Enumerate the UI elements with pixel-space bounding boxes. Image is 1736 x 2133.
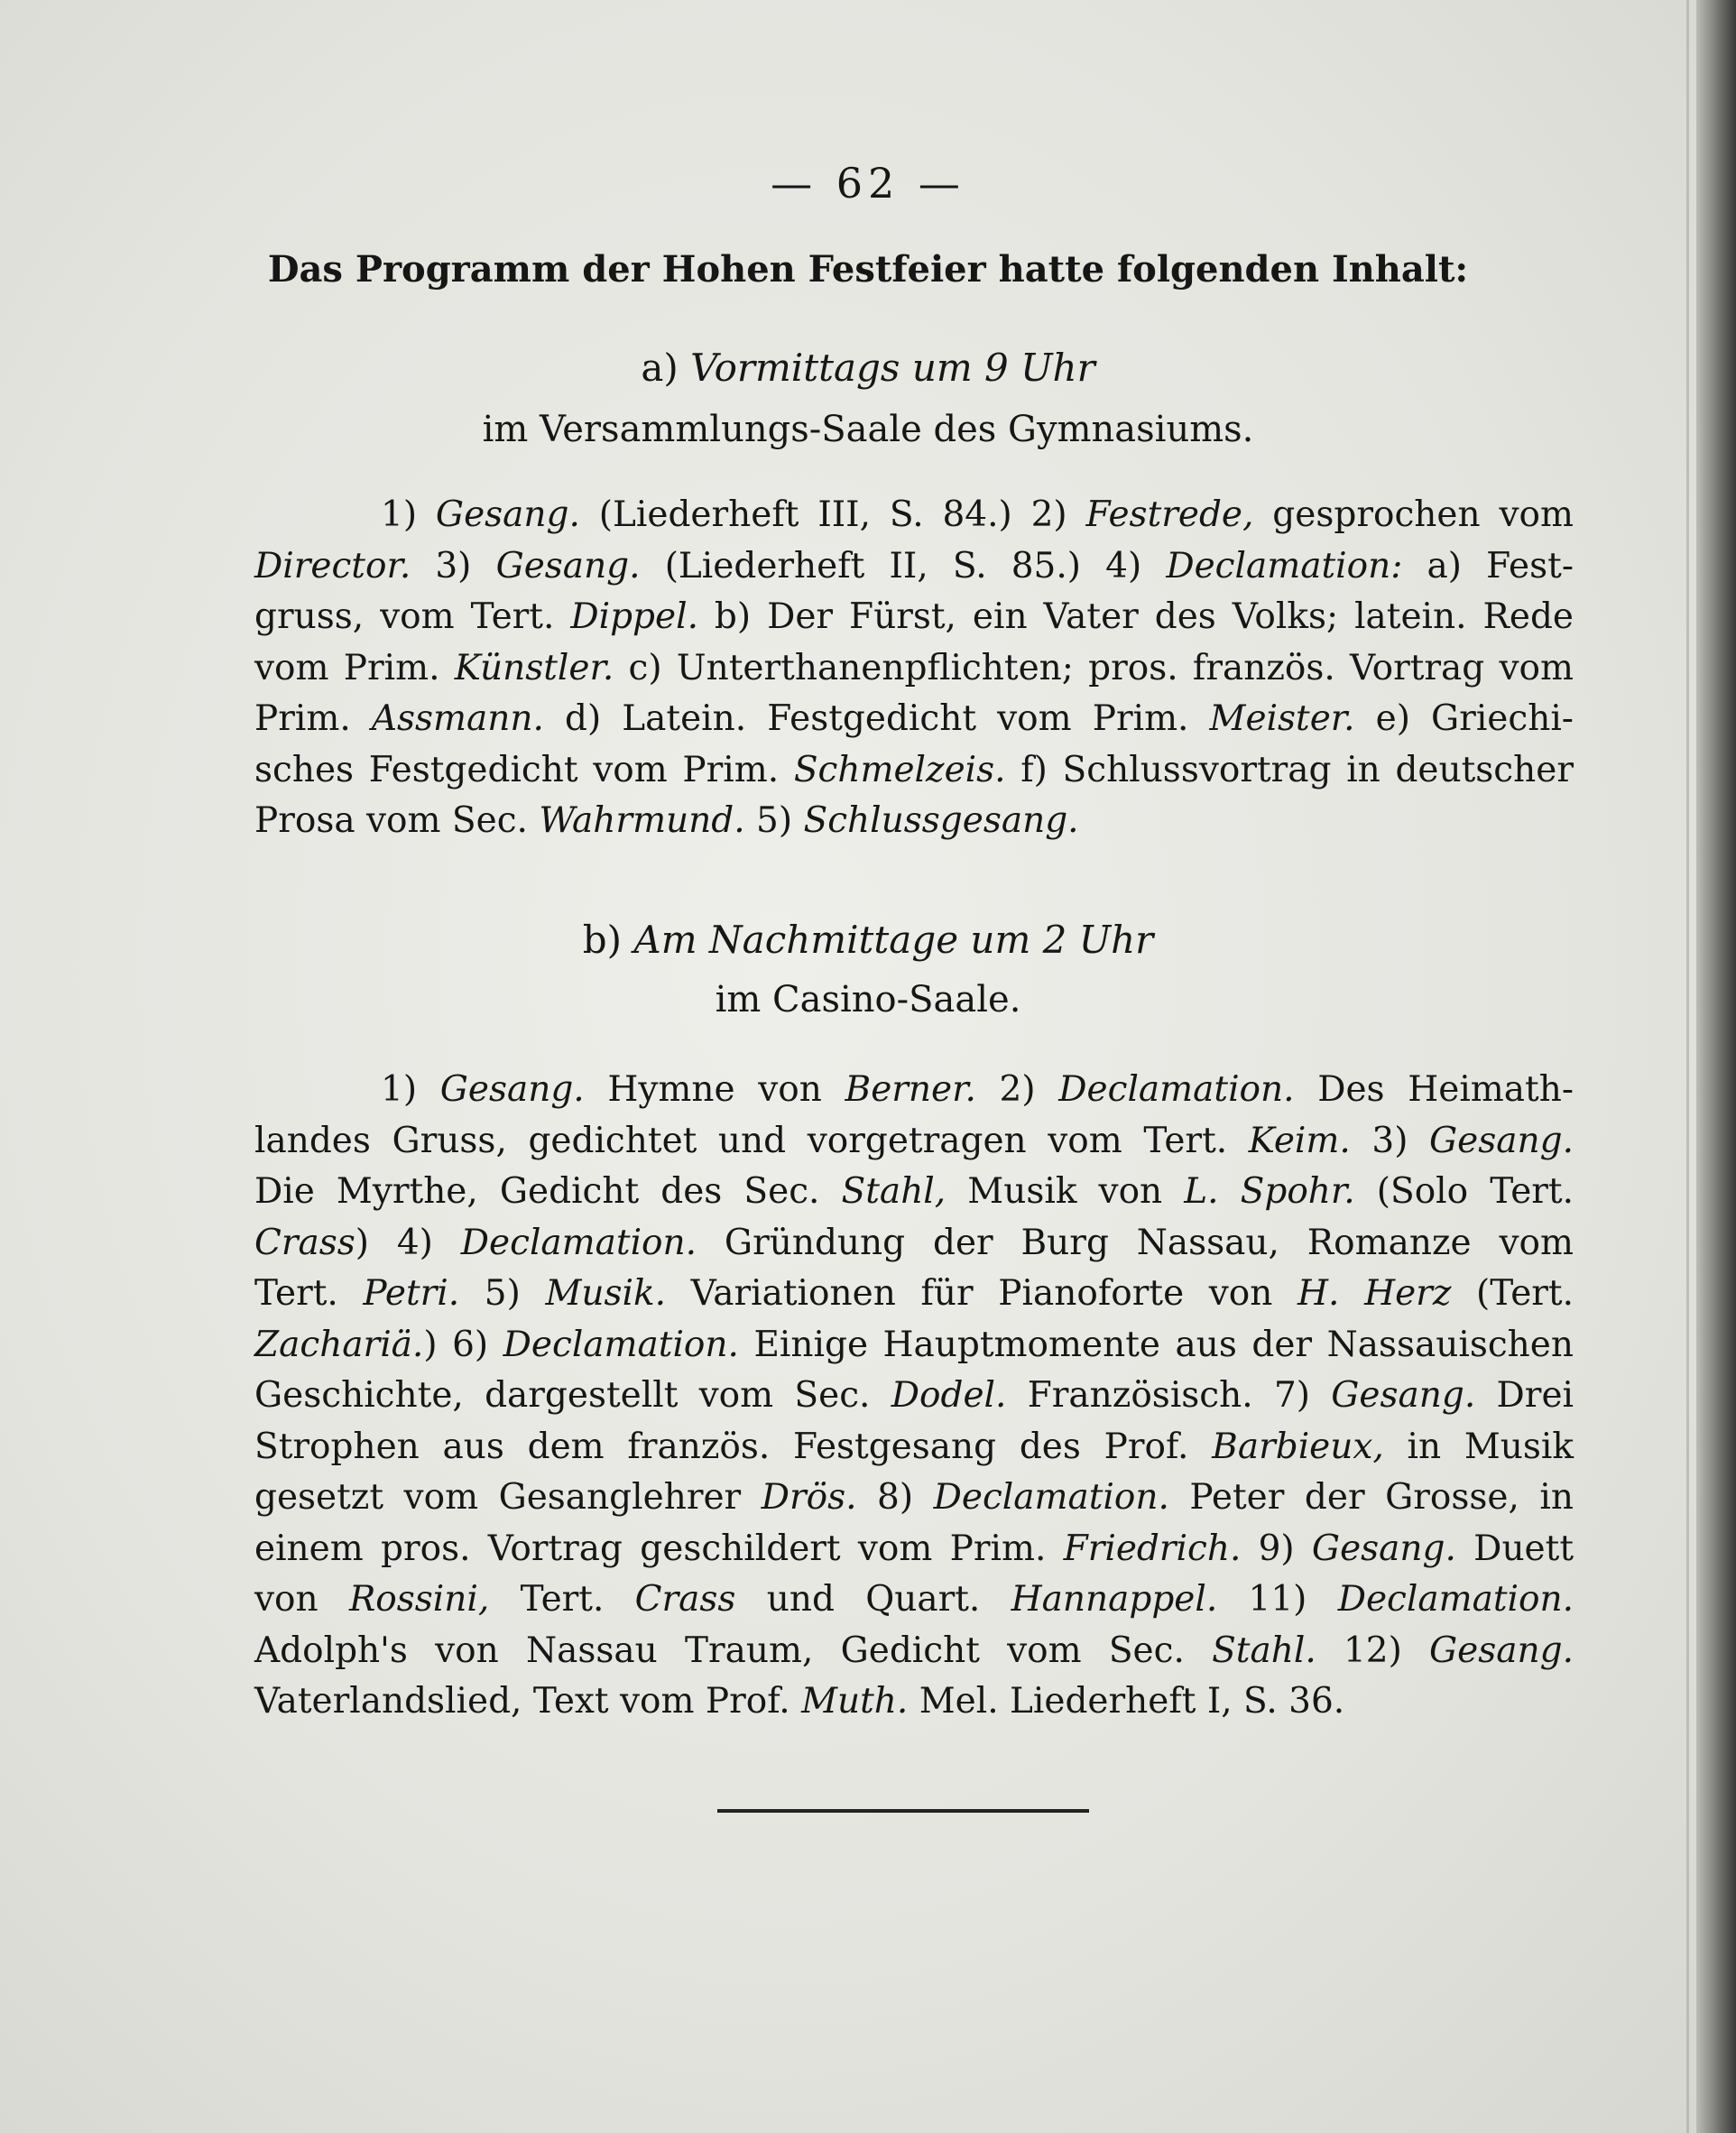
italic-name: Gesang. [435,494,580,535]
text-segment: Französisch. 7) [1006,1375,1332,1416]
italic-name: Keim. [1248,1120,1351,1161]
text-segment: vom Prim. [254,647,455,688]
italic-name: Drös. [761,1477,857,1518]
text-segment: Des Heimath- [1294,1069,1574,1110]
text-line [254,745,1574,797]
text-segment: Prosa vom Sec. [254,800,540,841]
text-line [254,1473,1574,1524]
italic-name: Gesang. [1311,1528,1456,1569]
italic-name: L. Spohr. [1184,1171,1355,1212]
text-segment: (Liederheft III, S. 84.) 2) [579,494,1086,535]
italic-name: Barbieux, [1212,1426,1384,1467]
italic-name: Declamation. [460,1222,697,1263]
italic-name: Petri. [363,1273,460,1314]
text-line [254,1269,1574,1320]
italic-name: Crass [254,1222,356,1263]
italic-name: Schmelzeis. [793,749,1006,790]
text-segment: b) Der Fürst, ein Vater des Volks; latein. Rede [697,596,1574,637]
book-binding-edge [1696,0,1736,2133]
text-segment: Einige Hauptmomente aus der Nassauischen [738,1324,1574,1365]
italic-name: Declamation. [1337,1579,1574,1620]
section-b-time: Am Nachmittage um 2 Uhr [633,918,1154,962]
section-b-location: im Casino-Saale. [715,979,1021,1020]
italic-name: Dodel. [891,1375,1007,1416]
italic-name: Schlussgesang. [803,800,1079,841]
text-segment: Hymne von [584,1069,845,1110]
text-segment: e) Griechi- [1354,698,1574,739]
italic-name: Meister. [1209,698,1355,739]
text-segment: Geschichte, dargestellt vom Sec. [254,1375,891,1416]
closing-rule [717,1809,1089,1813]
section-a-program [254,490,1574,847]
italic-name: Declamation. [1058,1069,1295,1110]
italic-name: Gesang. [1429,1630,1574,1671]
text-segment: Gründung der Burg Nassau, Romanze vom [697,1222,1574,1263]
text-segment: Strophen aus dem französ. Festgesang des Prof. [254,1426,1213,1467]
italic-name: Crass [634,1579,736,1620]
text-segment: (Solo Tert. [1354,1171,1574,1212]
italic-name: Musik. [545,1273,667,1314]
text-segment: f) Schlussvortrag in deutscher [1005,749,1574,790]
text-segment: 2) [975,1069,1059,1110]
italic-name: Director. [254,545,411,586]
section-a-time: Vormittags um 9 Uhr [690,346,1095,390]
binding-shadow [1686,0,1689,2133]
italic-name: Zachariä. [254,1324,424,1365]
text-segment: 5) [459,1273,546,1314]
text-segment: Musik von [946,1171,1185,1212]
italic-name: Wahrmund. [539,800,745,841]
text-segment: Drei [1475,1375,1574,1416]
text-line [254,1218,1574,1270]
text-line [254,1116,1574,1168]
italic-name: Stahl. [1212,1630,1316,1671]
text-line [254,592,1574,643]
text-line [254,1371,1574,1422]
text-segment: 3) [411,545,496,586]
text-line [254,1167,1574,1218]
text-segment: 12) [1316,1630,1430,1671]
page-number: — 62 — [771,159,965,208]
text-line [254,796,1574,847]
italic-name: Gesang. [439,1069,585,1110]
italic-name: Stahl, [841,1171,946,1212]
italic-name: H. Herz [1297,1273,1452,1314]
text-line [254,1422,1574,1473]
text-line [254,1574,1574,1626]
section-a-title [0,346,1736,390]
text-segment: 8) [856,1477,934,1518]
text-segment: Adolph's von Nassau Traum, Gedicht vom Sec. [254,1630,1213,1671]
text-segment: gesprochen vom [1253,494,1574,535]
text-line [254,1626,1574,1677]
text-segment: Mel. Liederheft I, S. 36. [908,1681,1345,1722]
section-b-title [0,918,1736,962]
italic-name: Dippel. [570,596,698,637]
text-segment: 1) [381,494,436,535]
text-segment: Vaterlandslied, Text vom Prof. [254,1681,802,1722]
text-segment: 5) [744,800,804,841]
text-segment: Prim. [254,698,372,739]
text-segment: ) 6) [423,1324,503,1365]
italic-name: Declamation: [1166,545,1403,586]
italic-name: Gesang. [1429,1120,1574,1161]
italic-name: Muth. [801,1681,909,1722]
text-segment: einem pros. Vortrag geschildert vom Prim. [254,1528,1064,1569]
text-segment: und Quart. [735,1579,1011,1620]
text-segment: Duett [1455,1528,1574,1569]
italic-name: Declamation. [503,1324,739,1365]
text-segment: 3) [1350,1120,1430,1161]
text-segment: d) Latein. Festgedicht vom Prim. [543,698,1210,739]
italic-name: Assmann. [371,698,544,739]
text-line [254,1065,1574,1116]
text-segment: (Liederheft II, S. 85.) 4) [640,545,1167,586]
text-segment: 11) [1217,1579,1338,1620]
text-segment: Die Myrthe, Gedicht des Sec. [254,1171,842,1212]
section-a-location: im Versammlungs-Saale des Gymnasiums. [482,409,1254,450]
text-segment: von [254,1579,349,1620]
text-segment: (Tert. [1451,1273,1574,1314]
section-a-label: a) [641,346,679,390]
italic-name: Künstler. [454,647,614,688]
section-b-label: b) [582,918,623,962]
text-segment: c) Unterthanenpflichten; pros. französ. Vortrag vom [614,647,1574,688]
text-line [254,643,1574,695]
italic-name: Gesang. [1331,1375,1476,1416]
text-line [254,490,1574,541]
text-segment: gesetzt vom Gesanglehrer [254,1477,762,1518]
italic-name: Hannappel. [1011,1579,1218,1620]
italic-name: Declamation. [933,1477,1169,1518]
text-line [254,1320,1574,1371]
italic-name: Berner. [845,1069,976,1110]
text-segment: sches Festgedicht vom Prim. [254,749,794,790]
text-segment: 9) [1241,1528,1312,1569]
italic-name: Festrede, [1085,494,1254,535]
text-segment: ) 4) [355,1222,461,1263]
text-line [254,541,1574,593]
section-b-program [254,1065,1574,1728]
italic-name: Friedrich. [1063,1528,1242,1569]
text-line [254,1676,1574,1728]
italic-name: Gesang. [495,545,641,586]
program-heading: Das Programm der Hohen Festfeier hatte folgenden Inhalt: [267,248,1469,291]
italic-name: Rossini, [348,1579,490,1620]
text-segment: Tert. [489,1579,635,1620]
text-segment: in Musik [1383,1426,1574,1467]
text-line [254,694,1574,745]
text-segment: Tert. [254,1273,364,1314]
text-line [254,1524,1574,1575]
text-segment: gruss, vom Tert. [254,596,571,637]
text-segment: a) Fest- [1402,545,1574,586]
text-segment: 1) [381,1069,440,1110]
text-segment: landes Gruss, gedichtet und vorgetragen vom Tert. [254,1120,1249,1161]
text-segment: Peter der Grosse, in [1168,1477,1574,1518]
text-segment: Variationen für Pianoforte von [666,1273,1298,1314]
